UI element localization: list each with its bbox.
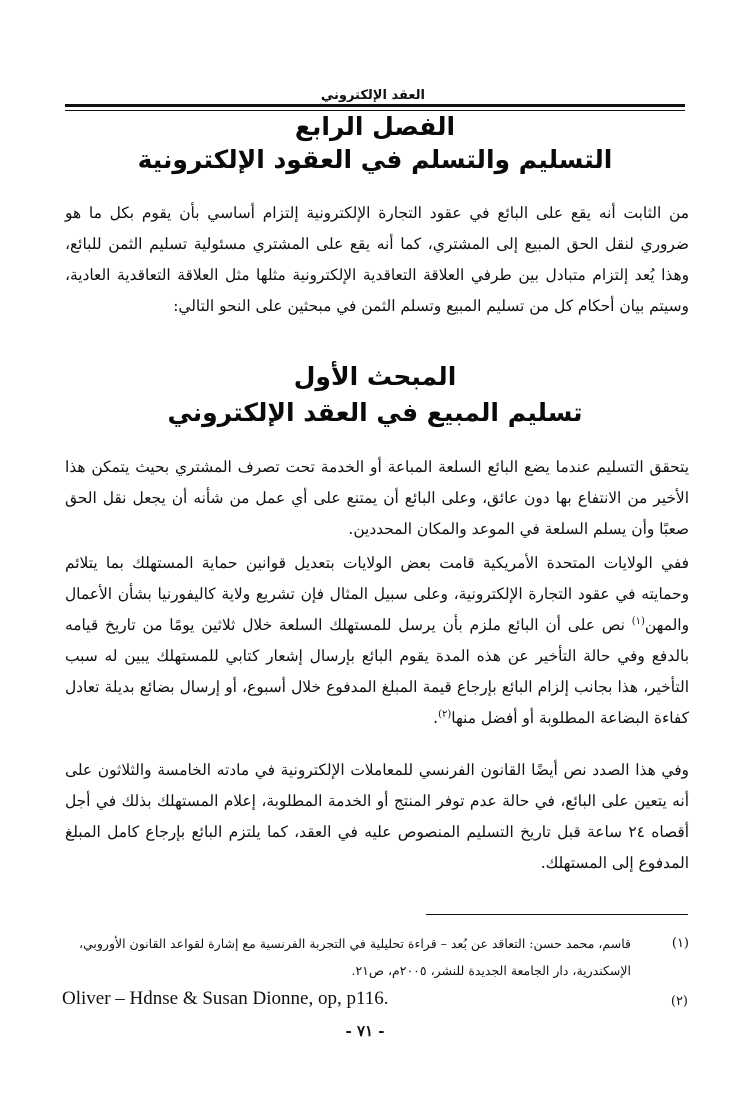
section-subtitle: تسليم المبيع في العقد الإلكتروني: [167, 398, 583, 427]
paragraph-french-law: وفي هذا الصدد نص أيضًا القانون الفرنسي للمعاملات الإلكترونية في مادته الخامسة والثلاثون على أنه يتعين على البائع، في حالة عدم توفر المنتج أو الخدمة المطلوبة، إعلام المستهلك بذلك في أجل أقصاه ٢٤ ساعة قبل تاريخ التسليم المنصوص عليه في العقد، كما يلتزم البائع بإرجاع كامل المبلغ المدفوع إلى المستهلك.: [65, 761, 690, 872]
footnote-1-number: (١): [671, 936, 689, 951]
footnote-2-number: (٢): [670, 994, 688, 1009]
footnote-2-text: Oliver – Hdnse & Susan Dionne, op, p116.: [62, 988, 389, 1009]
footnote-1-text: قاسم، محمد حسن: التعاقد عن بُعد – قراءة تحليلية في التجربة الفرنسية مع إشارة لقواعد القانون الأوروبي، الإسكندرية، دار الجامعة الجديدة للنشر، ٢٠٠٥م، ص٢١.: [78, 936, 631, 978]
intro-paragraph: من الثابت أنه يقع على البائع في عقود التجارة الإلكترونية إلتزام أساسي بأن يقوم بكل ما هو ضروري لنقل الحق المبيع إلى المشتري، كما أنه يقع على المشتري مسئولية تسليم الثمن للبائع، وهذا يُعد إلتزام متبادل بين طرفي العلاقة التعاقدية الإلكترونية مثلها مثل العلاقة التعاقدية العادية، وسيتم بيان أحكام كل من تسليم المبيع وتسلم الثمن في مبحثين على النحو التالي:: [65, 204, 689, 315]
paragraph-us-law-end: .: [433, 709, 439, 727]
footnote-separator: [426, 914, 688, 915]
footnote-1: [65, 930, 689, 984]
paragraph-us-law-part1: ففي الولايات المتحدة الأمريكية قامت بعض الولايات بتعديل قوانين حماية المستهلك بما يتلائم وحمايته في عقود التجارة الإلكترونية، وعلى سبيل المثال فإن تشريع ولاية كاليفورنيا بشأن الأعمال والمهن: [65, 554, 689, 634]
paragraph-us-law-part2: نص على أن البائع ملزم بأن يرسل للمستهلك السلعة خلال ثلاثين يومًا من تاريخ قيامه بالدفع وفي حالة التأخير عن هذه المدة يقوم البائع بإرسال إشعار كتابي للمستهلك يبين له سبب التأخير، هذا بجانب إلزام البائع بإرجاع قيمة المبلغ المدفوع خلال أسبوع، أو إرسال بضائع بديلة تعادل كفاءة البضاعة المطلوبة أو أفضل منها: [65, 616, 689, 727]
header-rule-thin: [65, 110, 685, 111]
chapter-subtitle: التسليم والتسلم في العقود الإلكترونية: [137, 145, 613, 174]
paragraph-delivery-definition: يتحقق التسليم عندما يضع البائع السلعة المباعة أو الخدمة تحت تصرف المشتري بحيث يتمكن هذا الأخير من الانتفاع بها دون عائق، وعلى البائع أن يمتنع على أي عمل من شأنه أن يجعل نقل الحق صعبًا وأن يسلم السلعة في الموعد والمكان المحددين.: [65, 458, 689, 538]
footnote-2: [62, 988, 688, 1018]
section-title: المبحث الأول: [293, 362, 457, 391]
footnote-ref-2[interactable]: (٢): [438, 708, 452, 720]
header-rule-thick: [65, 104, 685, 107]
footnote-ref-1[interactable]: (١): [631, 615, 645, 627]
running-header-title: العقد الإلكتروني: [320, 88, 425, 103]
page-number: - ٧١ -: [345, 1022, 385, 1040]
paragraph-us-law: [65, 548, 689, 734]
chapter-title: الفصل الرابع: [294, 112, 456, 141]
